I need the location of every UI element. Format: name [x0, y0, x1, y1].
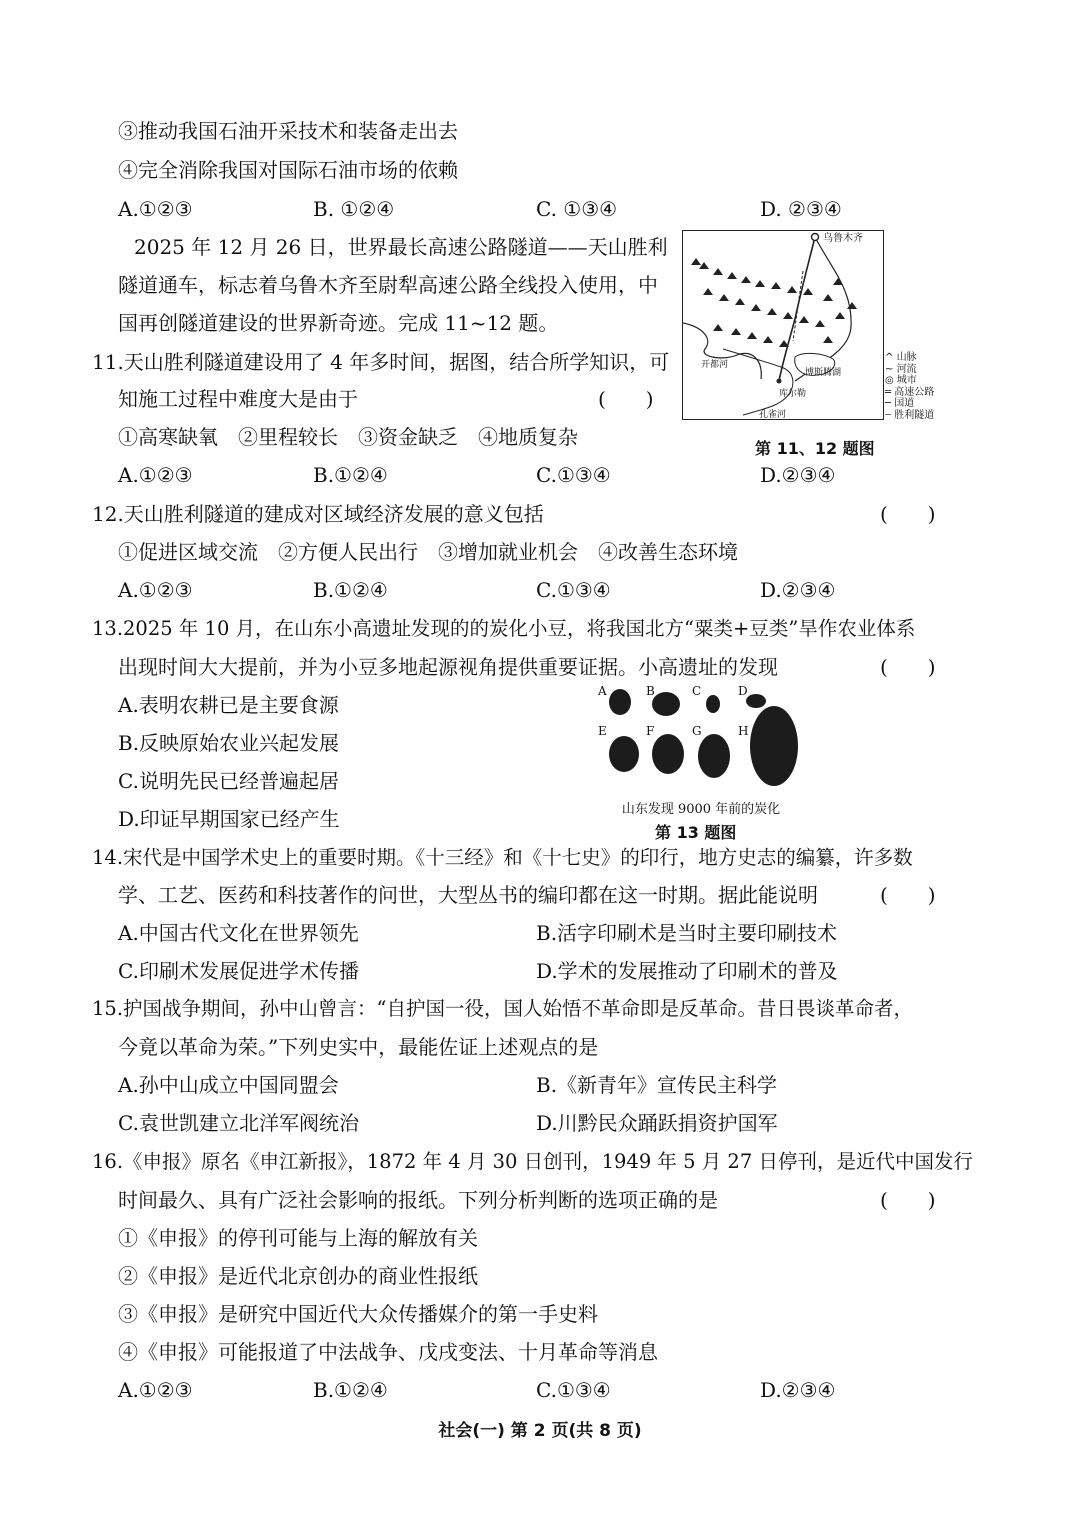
carbonized-beans-figure	[596, 682, 806, 794]
beans-drawing	[596, 682, 806, 794]
choice-b: B. ①②④	[313, 197, 395, 221]
bean-label-b: B	[646, 684, 655, 698]
q16-line-2: 时间最久、具有广泛社会影响的报纸。下列分析判断的选项正确的是	[118, 1188, 718, 1212]
town-marker	[777, 379, 782, 384]
q14-choice-a: A.中国古代文化在世界领先	[118, 921, 359, 945]
bean-label-c: C	[692, 684, 702, 698]
q14-choice-c: C.印刷术发展促进学术传播	[118, 959, 359, 983]
map-legend	[885, 352, 934, 421]
map-river2-label: 孔雀河	[759, 410, 787, 420]
bean-e	[609, 736, 639, 772]
map-town-label: 库尔勒	[779, 389, 807, 399]
bean-g	[698, 734, 730, 778]
q12-choice-a: A.①②③	[118, 578, 193, 602]
q16-item-3: ③《申报》是研究中国近代大众传播媒介的第一手史料	[118, 1302, 598, 1326]
bean-label-h: H	[738, 724, 749, 738]
q11-choice-d: D.②③④	[760, 463, 836, 487]
q11-choice-b: B.①②④	[313, 463, 388, 487]
q13-choice-d: D.印证早期国家已经产生	[118, 807, 340, 831]
q11-choice-a: A.①②③	[118, 463, 193, 487]
q11-answer-paren: ( )	[598, 387, 654, 411]
map-city-label: 乌鲁木齐	[823, 233, 863, 244]
q15-line-2: 今竟以革命为荣。”下列史实中，最能佐证上述观点的是	[118, 1035, 599, 1059]
q13-choice-b: B.反映原始农业兴起发展	[118, 731, 340, 755]
legend-mountain: ^ 山脉	[885, 352, 917, 363]
beans-caption: 山东发现 9000 年前的炭化	[621, 802, 781, 817]
q15-line-1: 15.护国战争期间，孙中山曾言：“自护国一役，国人始悟不革命即是反革命。昔日畏谈革命者，	[92, 997, 913, 1020]
bean-d	[746, 694, 766, 708]
bean-c	[706, 695, 720, 713]
q13-choice-c: C.说明先民已经普遍起居	[118, 769, 339, 793]
q12-items: ①促进区域交流 ②方便人民出行 ③增加就业机会 ④改善生态环境	[118, 540, 738, 564]
bean-label-a: A	[598, 684, 607, 698]
q14-choice-b: B.活字印刷术是当时主要印刷技术	[536, 921, 838, 945]
intro-line-2: 隧道通车，标志着乌鲁木齐至尉犁高速公路全线投入使用，中	[118, 273, 658, 297]
q12-line-1: 12.天山胜利隧道的建成对区域经济发展的意义包括	[92, 502, 544, 526]
intro-line-1: 2025 年 12 月 26 日，世界最长高速公路隧道——天山胜利	[134, 235, 668, 259]
q14-line-2: 学、工艺、医药和科技著作的问世，大型丛书的编印都在这一时期。据此能说明	[118, 883, 818, 907]
q12-answer-paren: ( )	[880, 502, 936, 526]
map-river1-label: 开都河	[701, 360, 729, 370]
choice-d: D. ②③④	[760, 197, 842, 221]
tunnel-line	[793, 271, 803, 341]
legend-tunnel: ┄ 胜利隧道	[885, 409, 935, 421]
q11-line-2: 知施工过程中难度大是由于	[118, 387, 358, 411]
q14-choice-d: D.学术的发展推动了印刷术的普及	[536, 959, 838, 983]
intro-line-3: 国再创隧道建设的世界新奇迹。完成 11~12 题。	[118, 311, 559, 335]
choice-a: A.①②③	[118, 197, 193, 221]
q15-choice-a: A.孙中山成立中国同盟会	[118, 1073, 339, 1097]
legend-river: ~ 河流	[885, 363, 917, 375]
q16-choice-a: A.①②③	[118, 1378, 193, 1402]
legend-expressway: ═ 高速公路	[885, 386, 935, 398]
legend-national-road: ─ 国道	[885, 398, 915, 409]
q13-answer-paren: ( )	[880, 655, 936, 679]
q13-line-1: 13.2025 年 10 月，在山东小高遗址发现的的炭化小豆，将我国北方“粟类+豆类”旱作农业体系	[92, 617, 916, 640]
bean-label-f: F	[646, 724, 655, 738]
q16-choice-c: C.①③④	[536, 1378, 611, 1402]
river-line	[723, 349, 793, 415]
bean-h	[750, 706, 798, 786]
bean-label-g: G	[692, 724, 702, 738]
q16-item-2: ②《申报》是近代北京创办的商业性报纸	[118, 1264, 478, 1288]
mountain-icons	[691, 258, 857, 347]
q16-item-4: ④《申报》可能报道了中法战争、戊戌变法、十月革命等消息	[118, 1340, 658, 1364]
q12-choice-d: D.②③④	[760, 578, 836, 602]
q11-line-1: 11.天山胜利隧道建设用了 4 年多时间，据图，结合所学知识，可	[92, 350, 670, 374]
q11-items: ①高寒缺氧 ②里程较长 ③资金缺乏 ④地质复杂	[118, 425, 578, 449]
q15-choice-b: B.《新青年》宣传民主科学	[536, 1073, 778, 1097]
q12-choice-b: B.①②④	[313, 578, 388, 602]
bean-label-e: E	[598, 724, 607, 738]
q13-choice-a: A.表明农耕已是主要食源	[118, 693, 339, 717]
tianshan-map	[682, 230, 884, 420]
option-line-4: ④完全消除我国对国际石油市场的依赖	[118, 158, 458, 182]
q16-choice-d: D.②③④	[760, 1378, 836, 1402]
bean-b	[652, 692, 680, 716]
bean-f	[652, 734, 684, 774]
q13-line-2: 出现时间大大提前，并为小豆多地起源视角提供重要证据。小高遗址的发现	[118, 655, 778, 679]
q11-choice-c: C.①③④	[536, 463, 611, 487]
bean-label-d: D	[738, 684, 748, 698]
q12-choice-c: C.①③④	[536, 578, 611, 602]
q16-line-1: 16.《申报》原名《申江新报》，1872 年 4 月 30 日创刊，1949 年 5 月 27 日停刊，是近代中国发行	[92, 1150, 973, 1173]
q16-item-1: ①《申报》的停刊可能与上海的解放有关	[118, 1226, 478, 1250]
legend-city: ◎ 城市	[885, 375, 917, 386]
q14-answer-paren: ( )	[880, 883, 936, 907]
option-line-3: ③推动我国石油开采技术和装备走出去	[118, 119, 458, 143]
q15-choice-c: C.袁世凯建立北洋军阀统治	[118, 1111, 359, 1135]
q16-answer-paren: ( )	[880, 1188, 936, 1212]
q16-choice-b: B.①②④	[313, 1378, 388, 1402]
map-caption: 第 11、12 题图	[755, 439, 875, 458]
q13-figure-caption: 第 13 题图	[655, 823, 737, 842]
bean-a	[609, 689, 631, 715]
city-marker	[812, 234, 819, 241]
map-lake-label: 博斯腾湖	[805, 368, 842, 378]
choice-c: C. ①③④	[536, 197, 618, 221]
page-footer: 社会(一) 第 2 页(共 8 页)	[438, 1421, 642, 1441]
boundary-line	[683, 323, 761, 379]
q15-choice-d: D.川黔民众踊跃捐资护国军	[536, 1111, 778, 1135]
q14-line-1: 14.宋代是中国学术史上的重要时期。《十三经》和《十七史》的印行，地方史志的编纂，许多数	[92, 846, 913, 869]
